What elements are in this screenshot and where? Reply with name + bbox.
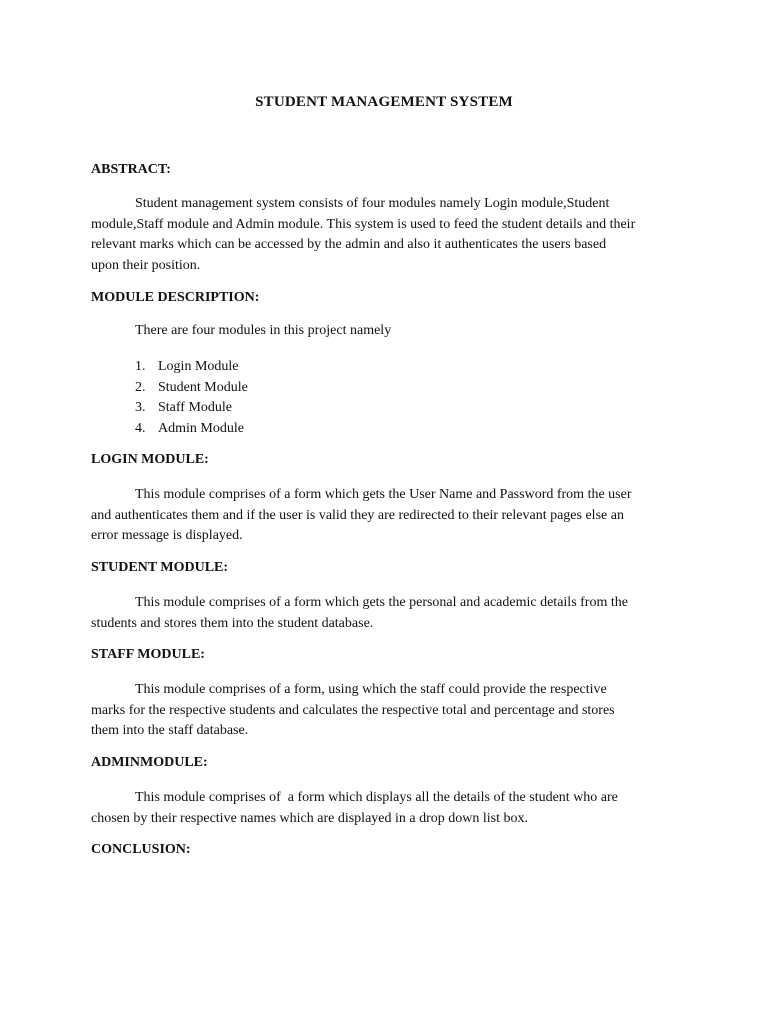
abstract-heading: ABSTRACT: [91, 162, 171, 177]
paragraph-line: them into the staff database. [91, 723, 249, 739]
admin-module-heading: ADMINMODULE: [91, 755, 208, 770]
paragraph-line: module,Staff module and Admin module. This system is used to feed the student details and their [91, 216, 636, 232]
paragraph-line: This module comprises of a form which gets the User Name and Password from the user [135, 487, 632, 502]
document-title: STUDENT MANAGEMENT SYSTEM [255, 94, 513, 110]
paragraph-line: error message is displayed. [91, 528, 243, 544]
paragraph-line: Student management system consists of four modules namely Login module,Student [135, 196, 610, 211]
login-module-paragraph [91, 485, 683, 547]
module-description-intro: There are four modules in this project namely [135, 323, 392, 338]
staff-module-heading: STAFF MODULE: [91, 647, 205, 662]
module-list [135, 357, 248, 439]
paragraph-line: This module comprises of a form, using which the staff could provide the respective [135, 682, 607, 697]
student-module-heading: STUDENT MODULE: [91, 560, 229, 575]
abstract-paragraph [91, 194, 683, 276]
staff-module-paragraph [91, 680, 683, 742]
paragraph-line: chosen by their respective names which are displayed in a drop down list box. [91, 810, 528, 826]
list-item: 2. Student Module [135, 379, 248, 395]
list-item: 1. Login Module [135, 359, 239, 374]
paragraph-line: marks for the respective students and calculates the respective total and percentage and stores [91, 702, 615, 718]
login-module-heading: LOGIN MODULE: [91, 452, 209, 467]
module-description-heading: MODULE DESCRIPTION: [91, 290, 260, 305]
list-item: 3. Staff Module [135, 400, 233, 416]
student-module-paragraph [91, 593, 683, 634]
paragraph-line: students and stores them into the student database. [91, 615, 374, 631]
paragraph-line: This module comprises of a form which displays all the details of the student who are [135, 790, 618, 805]
paragraph-line: upon their position. [91, 257, 201, 273]
paragraph-line: and authenticates them and if the user is valid they are redirected to their relevant pages else an [91, 507, 624, 523]
paragraph-line: relevant marks which can be accessed by the admin and also it authenticates the users based [91, 237, 607, 253]
conclusion-heading: CONCLUSION: [91, 842, 191, 857]
list-item: 4. Admin Module [135, 420, 244, 436]
paragraph-line: This module comprises of a form which gets the personal and academic details from the [135, 595, 628, 610]
admin-module-paragraph [91, 788, 683, 829]
